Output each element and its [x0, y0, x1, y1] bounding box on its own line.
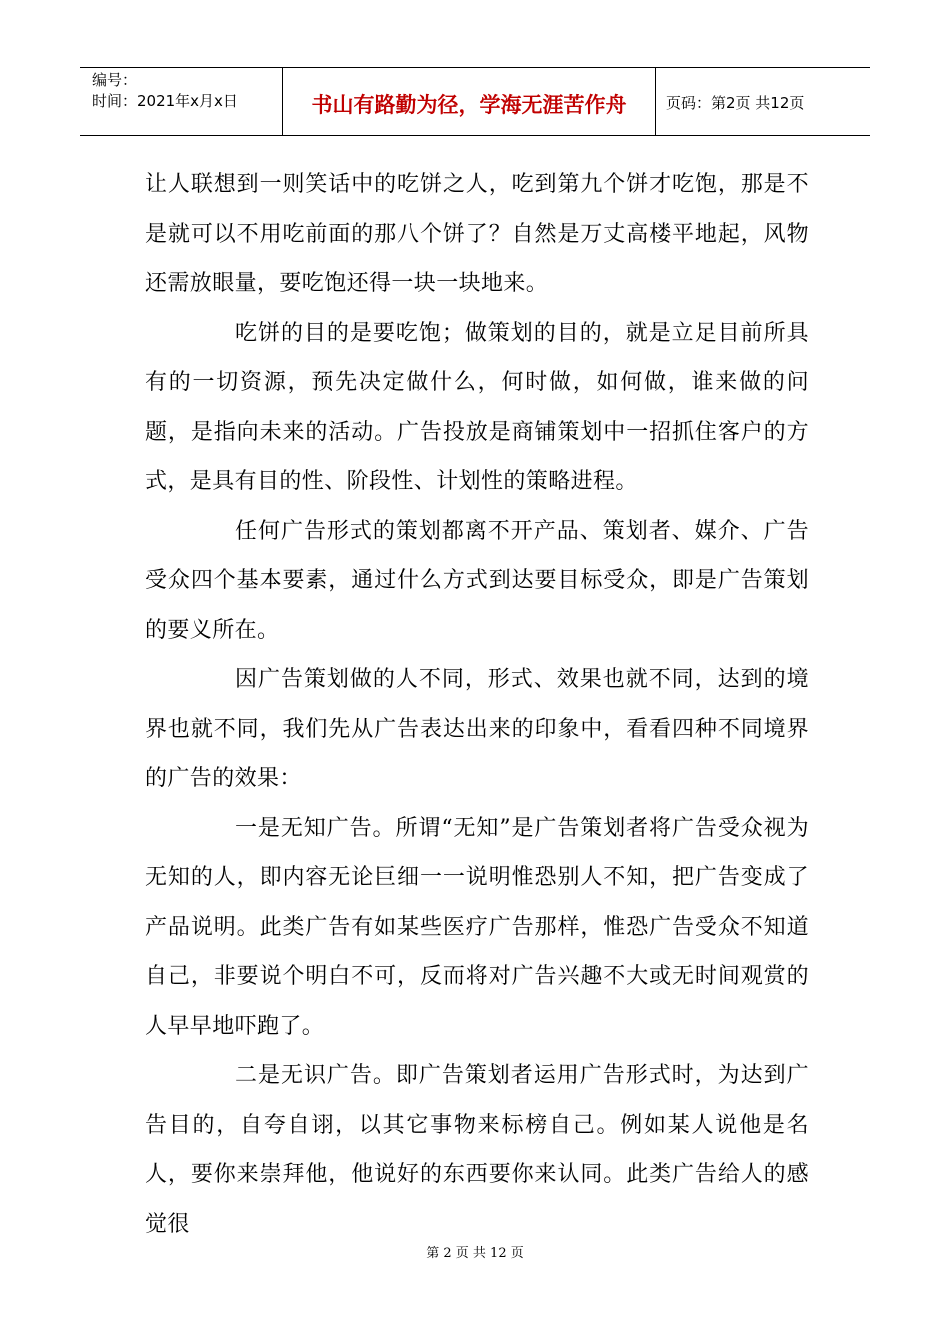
- paragraph: 让人联想到一则笑话中的吃饼之人，吃到第九个饼才吃饱，那是不是就可以不用吃前面的那八个饼了？自然是万丈高楼平地起，风物还需放眼量，要吃饱还得一块一块地来。: [145, 172, 809, 296]
- paragraph: 一是无知广告。所谓“无知”是广告策划者将广告受众视为无知的人，即内容无论巨细一一说明惟恐别人不知，把广告变成了产品说明。此类广告有如某些医疗广告那样，惟恐广告受众不知道自己，非要说个明白不可，反而将对广告兴趣不大或无时间观赏的人早早地吓跑了。: [145, 815, 809, 1039]
- paragraph: 因广告策划做的人不同，形式、效果也就不同，达到的境界也就不同，我们先从广告表达出来的印象中，看看四种不同境界的广告的效果：: [145, 667, 809, 791]
- header-meta: [80, 68, 282, 135]
- page-footer: 第 2 页 共 12 页: [426, 1246, 524, 1261]
- paragraph: 二是无识广告。即广告策划者运用广告形式时，为达到广告目的，自夸自诩，以其它事物来标榜自己。例如某人说他是名人，要你来崇拜他，他说好的东西要你来认同。此类广告给人的感觉很: [145, 1063, 809, 1237]
- number-label: 编号：: [92, 71, 138, 89]
- date-label: 时间：2021年x月x日: [92, 92, 238, 110]
- page-label: 页码：第2页 共12页: [666, 94, 805, 112]
- paragraph: 吃饼的目的是要吃饱；做策划的目的，就是立足目前所具有的一切资源，预先决定做什么，何时做，如何做，谁来做的问题，是指向未来的活动。广告投放是商铺策划中一招抓住客户的方式，是具有目的性、阶段性、计划性的策略进程。: [145, 320, 809, 494]
- page-header: [80, 67, 870, 136]
- header-page-cell: [656, 68, 870, 135]
- paragraph: 任何广告形式的策划都离不开产品、策划者、媒介、广告受众四个基本要素，通过什么方式到达要目标受众，即是广告策划的要义所在。: [145, 518, 809, 643]
- document-body: [145, 160, 809, 1249]
- header-motto-cell: [282, 68, 656, 135]
- motto: 书山有路勤为径，学海无涯苦作舟: [311, 93, 627, 117]
